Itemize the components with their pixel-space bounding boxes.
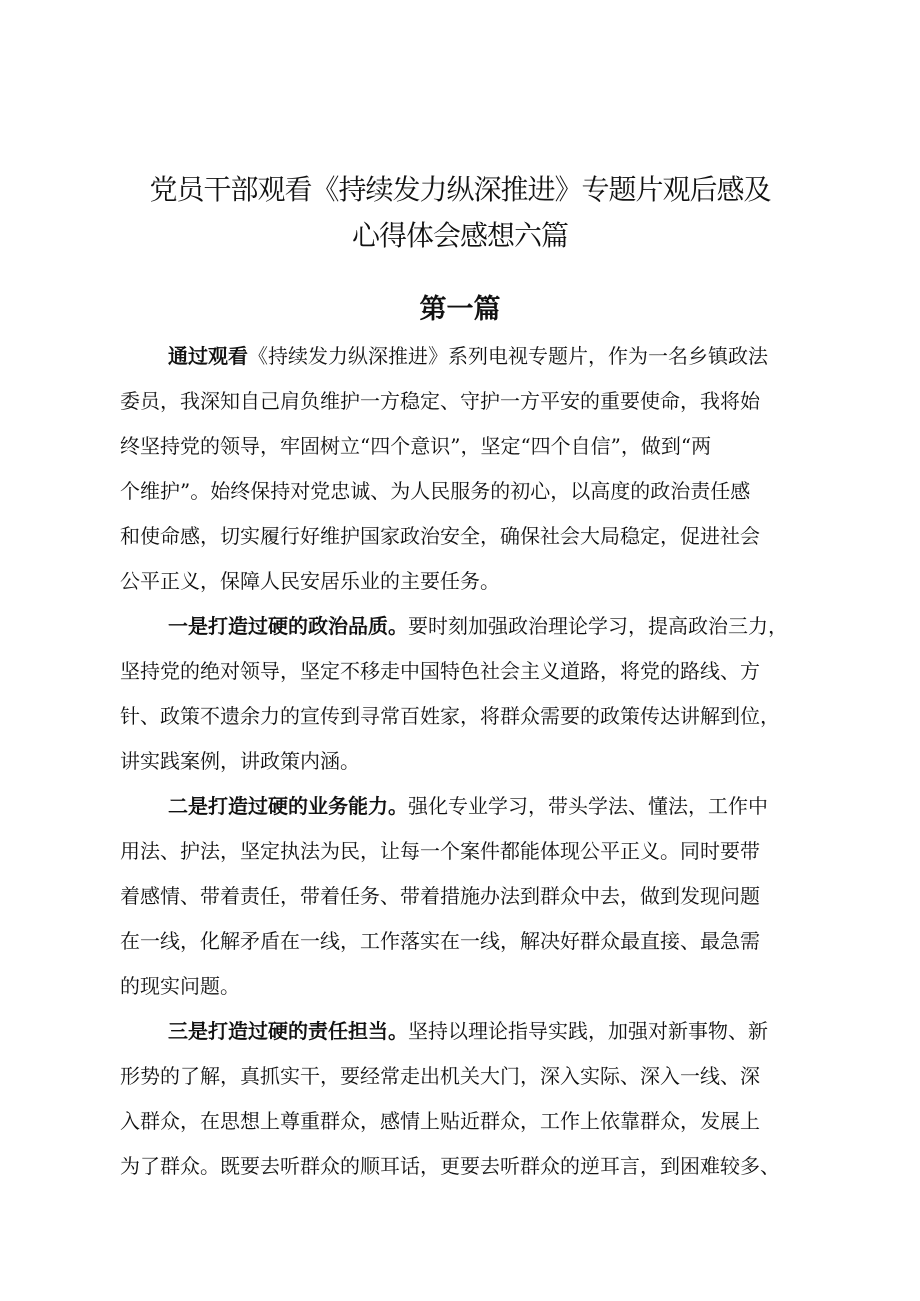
paragraph-line: 着感情、带着责任，带着任务、带着措施办法到群众中去，做到发现问题 (120, 884, 760, 908)
paragraph-lead: 通过观看 (168, 344, 248, 368)
paragraph-text: 《持续发力纵深推进》系列电视专题片，作为一名乡镇政法 (248, 344, 768, 368)
paragraph-line: 坚持党的绝对领导，坚定不移走中国特色社会主义道路，将党的路线、方 (120, 659, 760, 683)
paragraph-lead: 一是打造过硬的政治品质。 (168, 614, 408, 638)
section-heading: 第一篇 (419, 294, 501, 325)
paragraph-line: 用法、护法，坚定执法为民，让每一个案件都能体现公平正义。同时要带 (120, 839, 760, 863)
paragraph-text: 要时刻加强政治理论学习，提高政治三力， (408, 614, 788, 638)
paragraph-line: 和使命感，切实履行好维护国家政治安全，确保社会大局稳定，促进社会 (120, 524, 760, 548)
paragraph-lead: 二是打造过硬的业务能力。 (168, 794, 408, 818)
paragraph-text: 强化专业学习，带头学法、懂法，工作中 (408, 794, 768, 818)
paragraph-line: 在一线，化解矛盾在一线，工作落实在一线，解决好群众最直接、最急需 (120, 929, 760, 953)
paragraph-line (120, 334, 840, 379)
paragraph-line: 形势的了解，真抓实干，要经常走出机关大门，深入实际、深入一线、深 (120, 1064, 760, 1088)
paragraph-line: 的现实问题。 (120, 974, 240, 998)
paragraph-1 (120, 334, 840, 604)
paragraph-line: 为了群众。既要去听群众的顺耳话，更要去听群众的逆耳言，到困难较多、 (120, 1154, 780, 1178)
paragraph-line: 委员，我深知自己肩负维护一方稳定、守护一方平安的重要使命，我将始 (120, 389, 760, 413)
paragraph-2 (120, 604, 840, 784)
paragraph-line: 公平正义，保障人民安居乐业的主要任务。 (120, 569, 500, 593)
paragraph-lead: 三是打造过硬的责任担当。 (168, 1019, 408, 1043)
paragraph-4 (120, 1009, 840, 1189)
paragraph-line (120, 604, 840, 649)
paragraph-line: 入群众，在思想上尊重群众，感情上贴近群众，工作上依靠群众，发展上 (120, 1109, 760, 1133)
paragraph-line: 终坚持党的领导，牢固树立“四个意识”，坚定“四个自信”，做到“两 (120, 434, 712, 458)
paragraph-line (120, 1009, 840, 1054)
document-title-line-2: 心得体会感想六篇 (351, 219, 568, 252)
paragraph-line: 针、政策不遗余力的宣传到寻常百姓家，将群众需要的政策传达讲解到位， (120, 704, 780, 728)
paragraph-3 (120, 784, 840, 1009)
paragraph-line (120, 784, 840, 829)
paragraph-line: 个维护”。始终保持对党忠诚、为人民服务的初心，以高度的政治责任感 (120, 479, 751, 503)
paragraph-line: 讲实践案例，讲政策内涵。 (120, 749, 360, 773)
document-title-line-1: 党员干部观看《持续发力纵深推进》专题片观后感及 (149, 173, 771, 206)
paragraph-text: 坚持以理论指导实践，加强对新事物、新 (408, 1019, 768, 1043)
